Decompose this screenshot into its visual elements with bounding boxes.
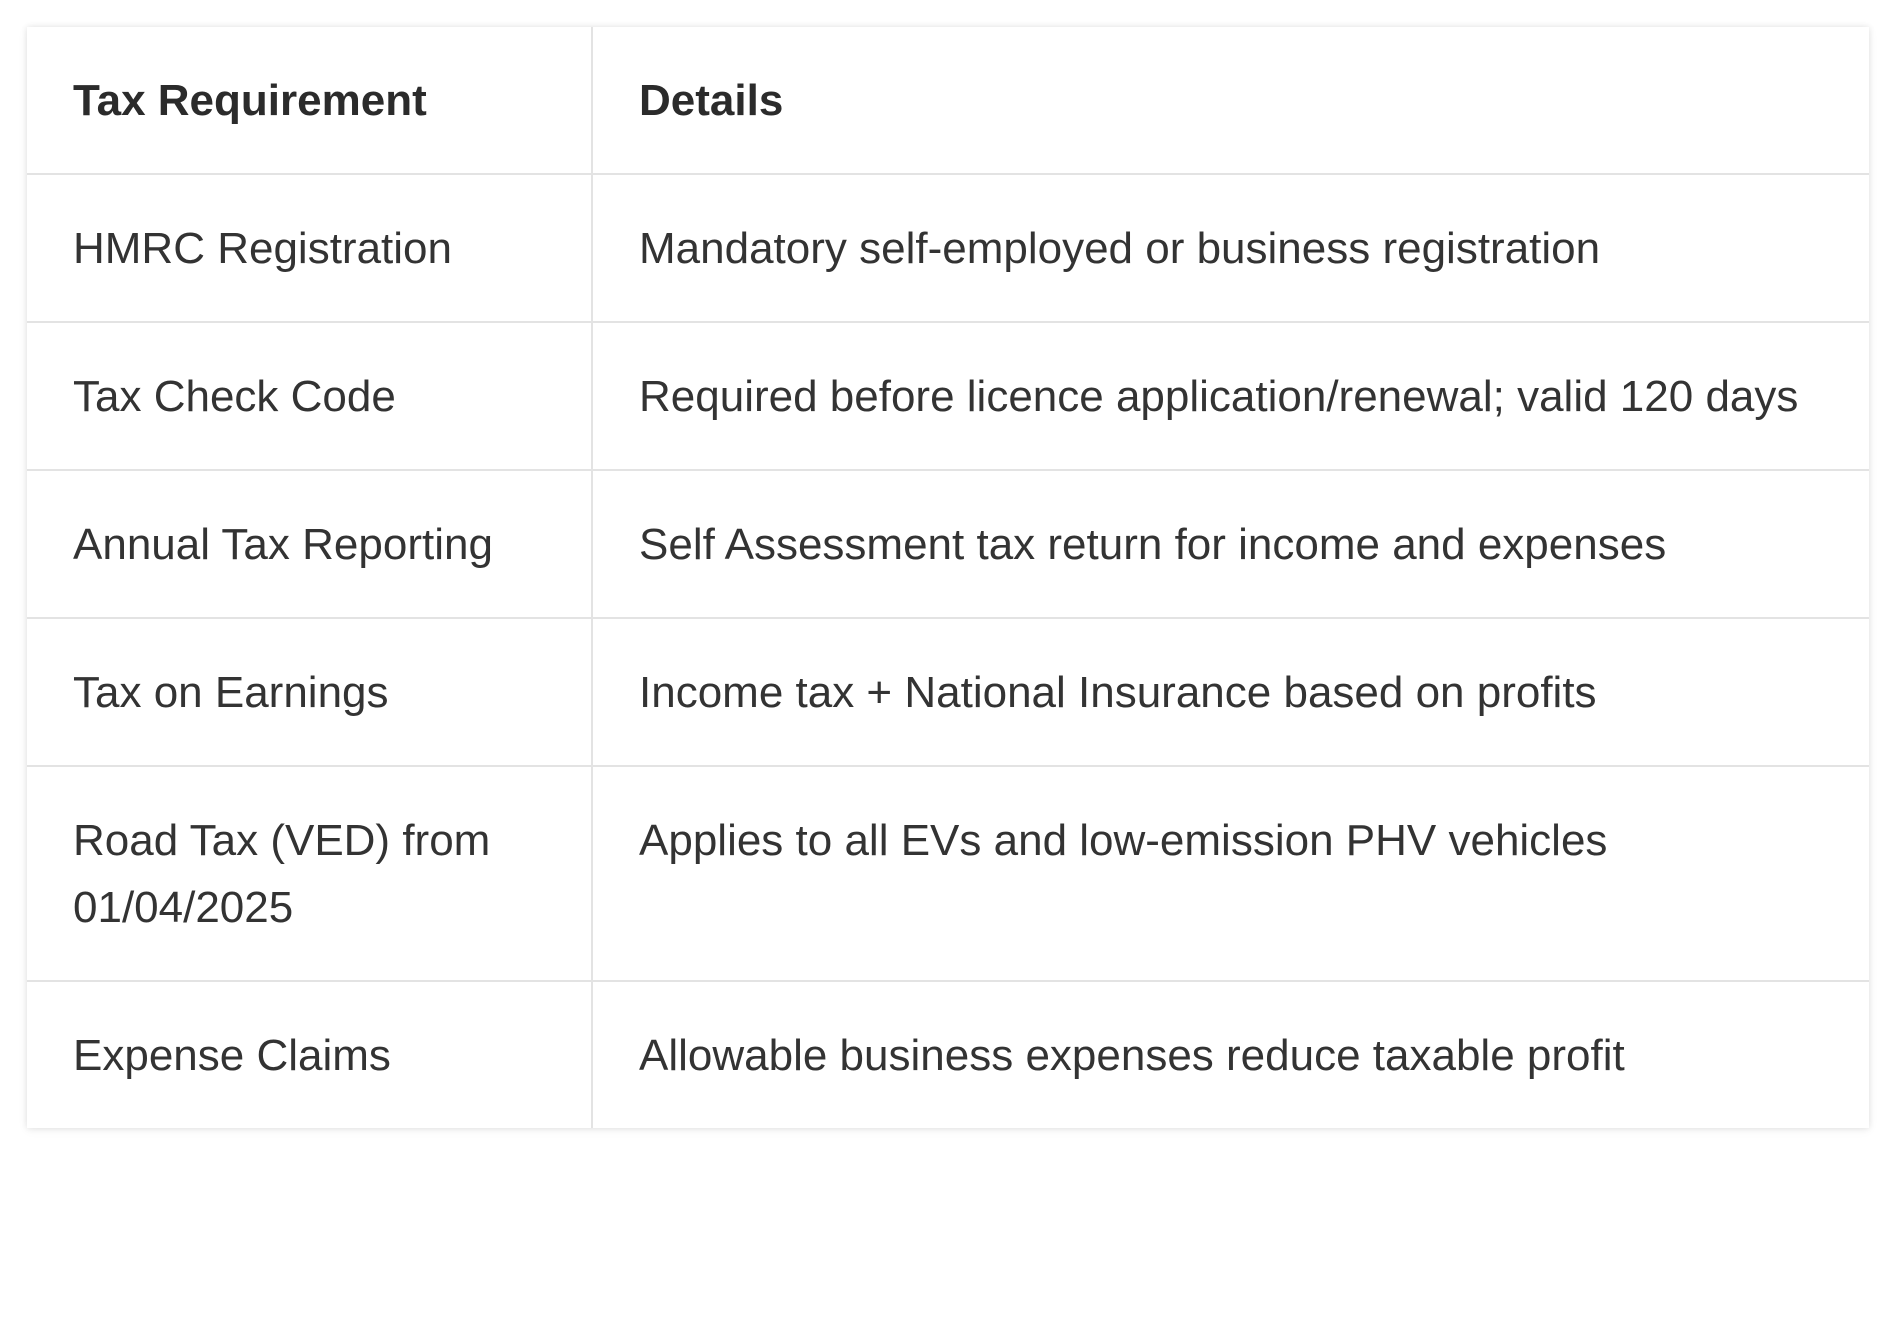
cell-details: Income tax + National Insurance based on profits [592,618,1869,766]
cell-tax-requirement: Road Tax (VED) from 01/04/2025 [27,766,592,981]
cell-tax-requirement: HMRC Registration [27,174,592,322]
cell-details: Mandatory self-employed or business registration [592,174,1869,322]
cell-details: Self Assessment tax return for income and expenses [592,470,1869,618]
column-header-tax-requirement: Tax Requirement [27,27,592,174]
tax-requirements-table-card [27,27,1869,1128]
table-row [27,322,1869,470]
table-row [27,766,1869,981]
cell-tax-requirement: Tax on Earnings [27,618,592,766]
table-row [27,174,1869,322]
column-header-details: Details [592,27,1869,174]
table-row [27,618,1869,766]
tax-requirements-table [27,27,1869,1128]
table-row [27,470,1869,618]
table-header-row [27,27,1869,174]
cell-tax-requirement: Expense Claims [27,981,592,1128]
cell-details: Required before licence application/renewal; valid 120 days [592,322,1869,470]
table-row [27,981,1869,1128]
cell-tax-requirement: Annual Tax Reporting [27,470,592,618]
cell-details: Applies to all EVs and low-emission PHV vehicles [592,766,1869,981]
cell-details: Allowable business expenses reduce taxable profit [592,981,1869,1128]
cell-tax-requirement: Tax Check Code [27,322,592,470]
